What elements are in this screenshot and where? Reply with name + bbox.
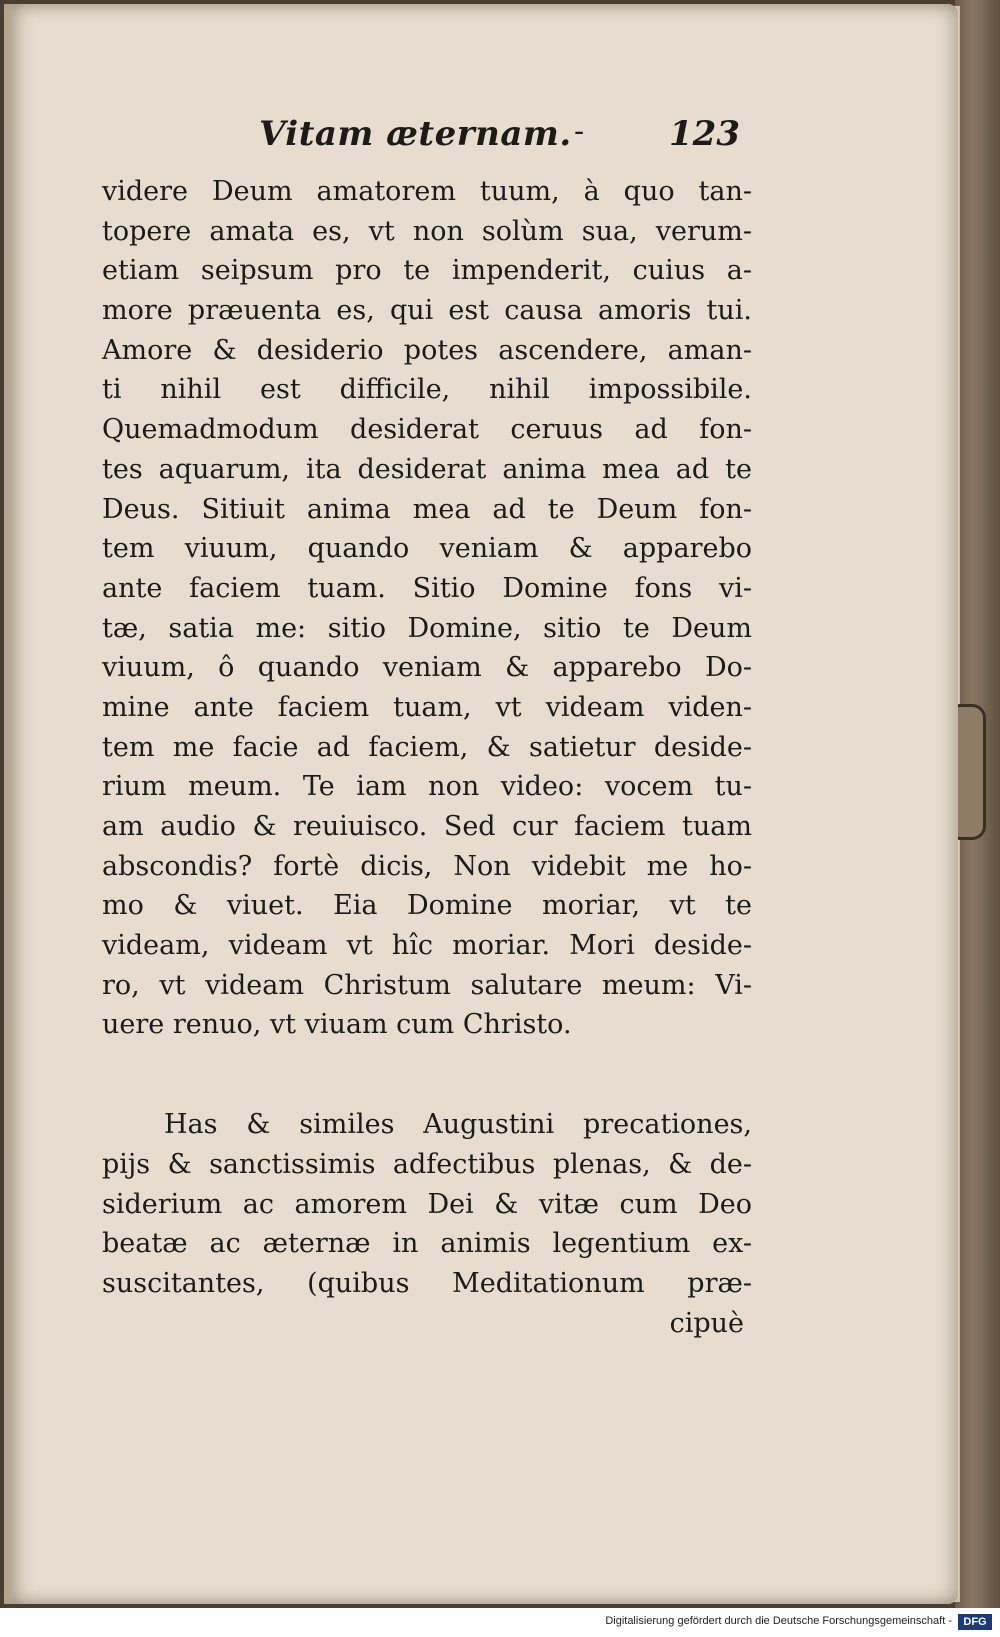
footer-credit: Digitalisierung gefördert durch die Deutsche Forschungsgemeinschaft - bbox=[605, 1615, 952, 1627]
running-head bbox=[104, 114, 744, 164]
book-page bbox=[4, 4, 958, 1604]
page-number: 123 bbox=[669, 114, 740, 154]
text-line: Deus. Sitiuit anima mea ad te Deum fon- bbox=[102, 493, 752, 525]
paragraph-gap bbox=[102, 1045, 752, 1105]
body-text bbox=[102, 172, 752, 1344]
text-line: tem me facie ad faciem, & satietur deside- bbox=[102, 731, 752, 763]
text-line: videam, videam vt hîc moriar. Mori deside- bbox=[102, 930, 752, 962]
paragraph-2 bbox=[102, 1105, 752, 1303]
text-line: viuum, ô quando veniam & apparebo Do- bbox=[102, 652, 752, 684]
text-line: ro, vt videam Christum salutare meum: Vi- bbox=[102, 969, 752, 1001]
page-gutter bbox=[4, 4, 18, 1604]
text-line: rium meum. Te iam non video: vocem tu- bbox=[102, 771, 752, 803]
text-line: uere renuo, vt viuam cum Christo. bbox=[102, 1009, 572, 1041]
text-line: topere amata es, vt non solùm sua, verum- bbox=[102, 215, 752, 247]
text-line: tes aquarum, ita desiderat anima mea ad te bbox=[102, 453, 752, 485]
text-line: suscitantes, (quibus Meditationum præ- bbox=[102, 1267, 752, 1299]
text-line: ante faciem tuam. Sitio Domine fons vi- bbox=[102, 572, 752, 604]
text-line: mo & viuet. Eia Domine moriar, vt te bbox=[102, 890, 752, 922]
text-line: Has & similes Augustini precationes, bbox=[164, 1109, 752, 1141]
text-line: tæ, satia me: sitio Domine, sitio te Deum bbox=[102, 612, 752, 644]
text-line: ti nihil est difficile, nihil impossibile. bbox=[102, 374, 752, 406]
text-line: beatæ ac æternæ in animis legentium ex- bbox=[102, 1228, 752, 1260]
text-line: etiam seipsum pro te impenderit, cuius a- bbox=[102, 255, 752, 287]
text-line: siderium ac amorem Dei & vitæ cum Deo bbox=[102, 1188, 752, 1220]
text-line: videre Deum amatorem tuum, à quo tan- bbox=[102, 176, 752, 207]
running-head-title: Vitam æternam. bbox=[259, 114, 572, 154]
text-line: am audio & reuiuisco. Sed cur faciem tuam bbox=[102, 811, 752, 842]
catchword: cipuè bbox=[669, 1307, 744, 1339]
text-line: Quemadmodum desiderat ceruus ad fon- bbox=[102, 414, 752, 446]
text-line: Amore & desiderio potes ascendere, aman- bbox=[102, 334, 752, 366]
text-line: abscondis? fortè dicis, Non videbit me ho- bbox=[102, 850, 752, 882]
digitization-footer bbox=[0, 1612, 1000, 1637]
text-line: mine ante faciem tuam, vt videam viden- bbox=[102, 691, 752, 723]
text-line: tem viuum, quando veniam & apparebo bbox=[102, 533, 752, 565]
paragraph-1 bbox=[102, 172, 752, 1045]
running-head-dash: - bbox=[574, 114, 585, 149]
text-line: pijs & sanctissimis adfectibus plenas, & de- bbox=[102, 1148, 752, 1180]
dfg-logo: DFG bbox=[958, 1614, 992, 1630]
text-line: more præuenta es, qui est causa amoris tui. bbox=[102, 295, 752, 327]
